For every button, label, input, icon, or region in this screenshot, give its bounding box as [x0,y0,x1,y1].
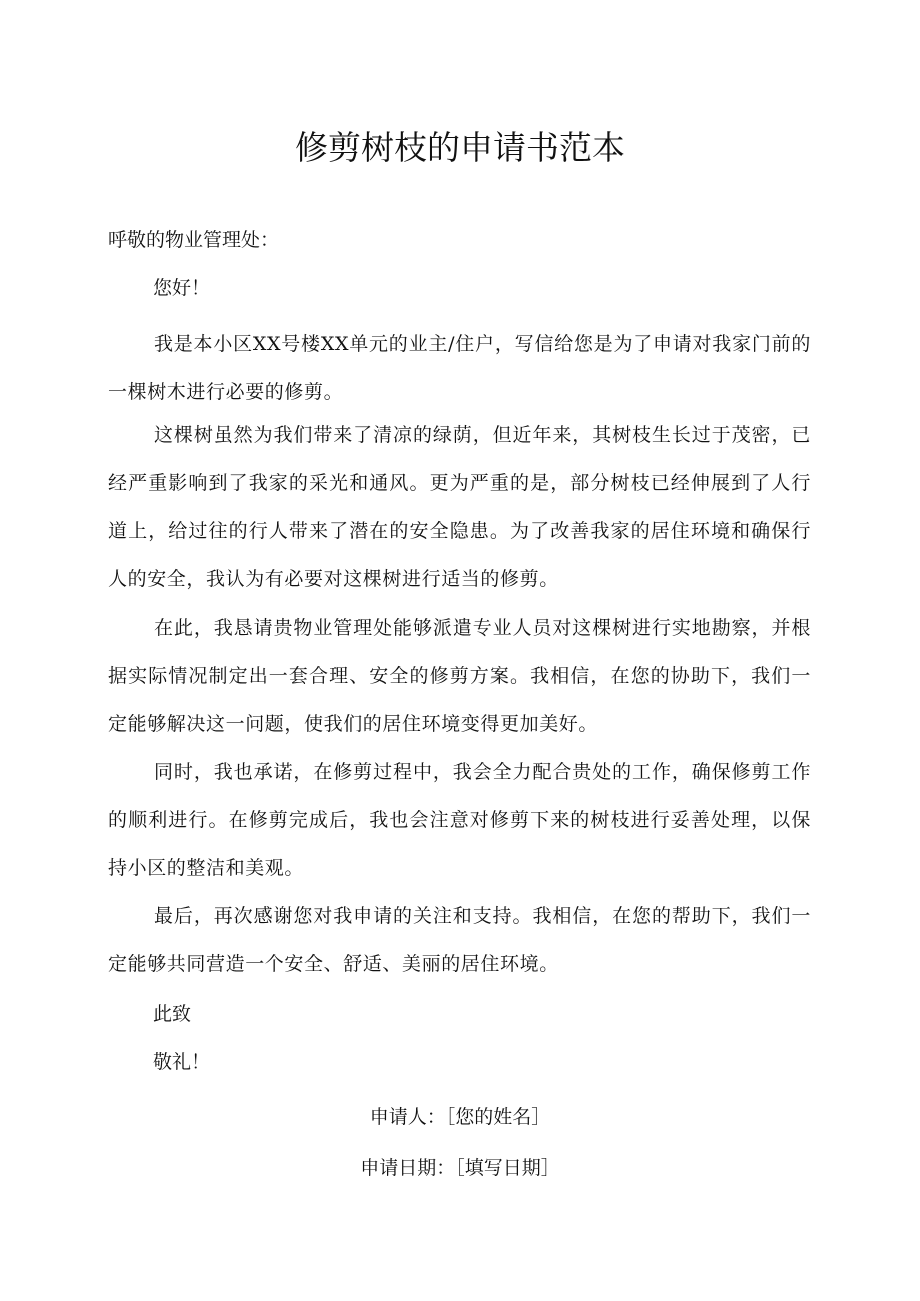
closing-respectfully: 此致 [153,1003,192,1025]
paragraph-intro: 我是本小区XX号楼XX单元的业主/住户，写信给您是为了申请对我家门前的一棵树木进行必要的修剪。 [108,333,811,403]
paragraph-request: 在此，我恳请贵物业管理处能够派遣专业人员对这棵树进行实地勘察，并根据实际情况制定出一套合理、安全的修剪方案。我相信，在您的协助下，我们一定能够解决这一问题，使我们的居住环境变得更加美好。 [108,617,811,735]
paragraph-thanks: 最后，再次感谢您对我申请的关注和支持。我相信，在您的帮助下，我们一定能够共同营造一个安全、舒适、美丽的居住环境。 [108,905,811,975]
greeting: 您好！ [153,277,211,299]
paragraph-problem: 这棵树虽然为我们带来了清凉的绿荫，但近年来，其树枝生长过于茂密，已经严重影响到了我家的采光和通风。更为严重的是，部分树枝已经伸展到了人行道上，给过往的行人带来了潜在的安全隐患。为了改善我家的居住环境和确保行人的安全，我认为有必要对这棵树进行适当的修剪。 [108,424,811,590]
closing-salute: 敬礼！ [153,1051,211,1073]
applicant-line: 申请人：［您的姓名］ [369,1106,551,1128]
page-title: 修剪树枝的申请书范本 [295,128,625,167]
application-date-line: 申请日期：［填写日期］ [360,1157,560,1179]
paragraph-commitment: 同时，我也承诺，在修剪过程中，我会全力配合贵处的工作，确保修剪工作的顺利进行。在修剪完成后，我也会注意对修剪下来的树枝进行妥善处理，以保持小区的整洁和美观。 [108,761,811,879]
salutation: 呼敬的物业管理处： [108,229,280,251]
